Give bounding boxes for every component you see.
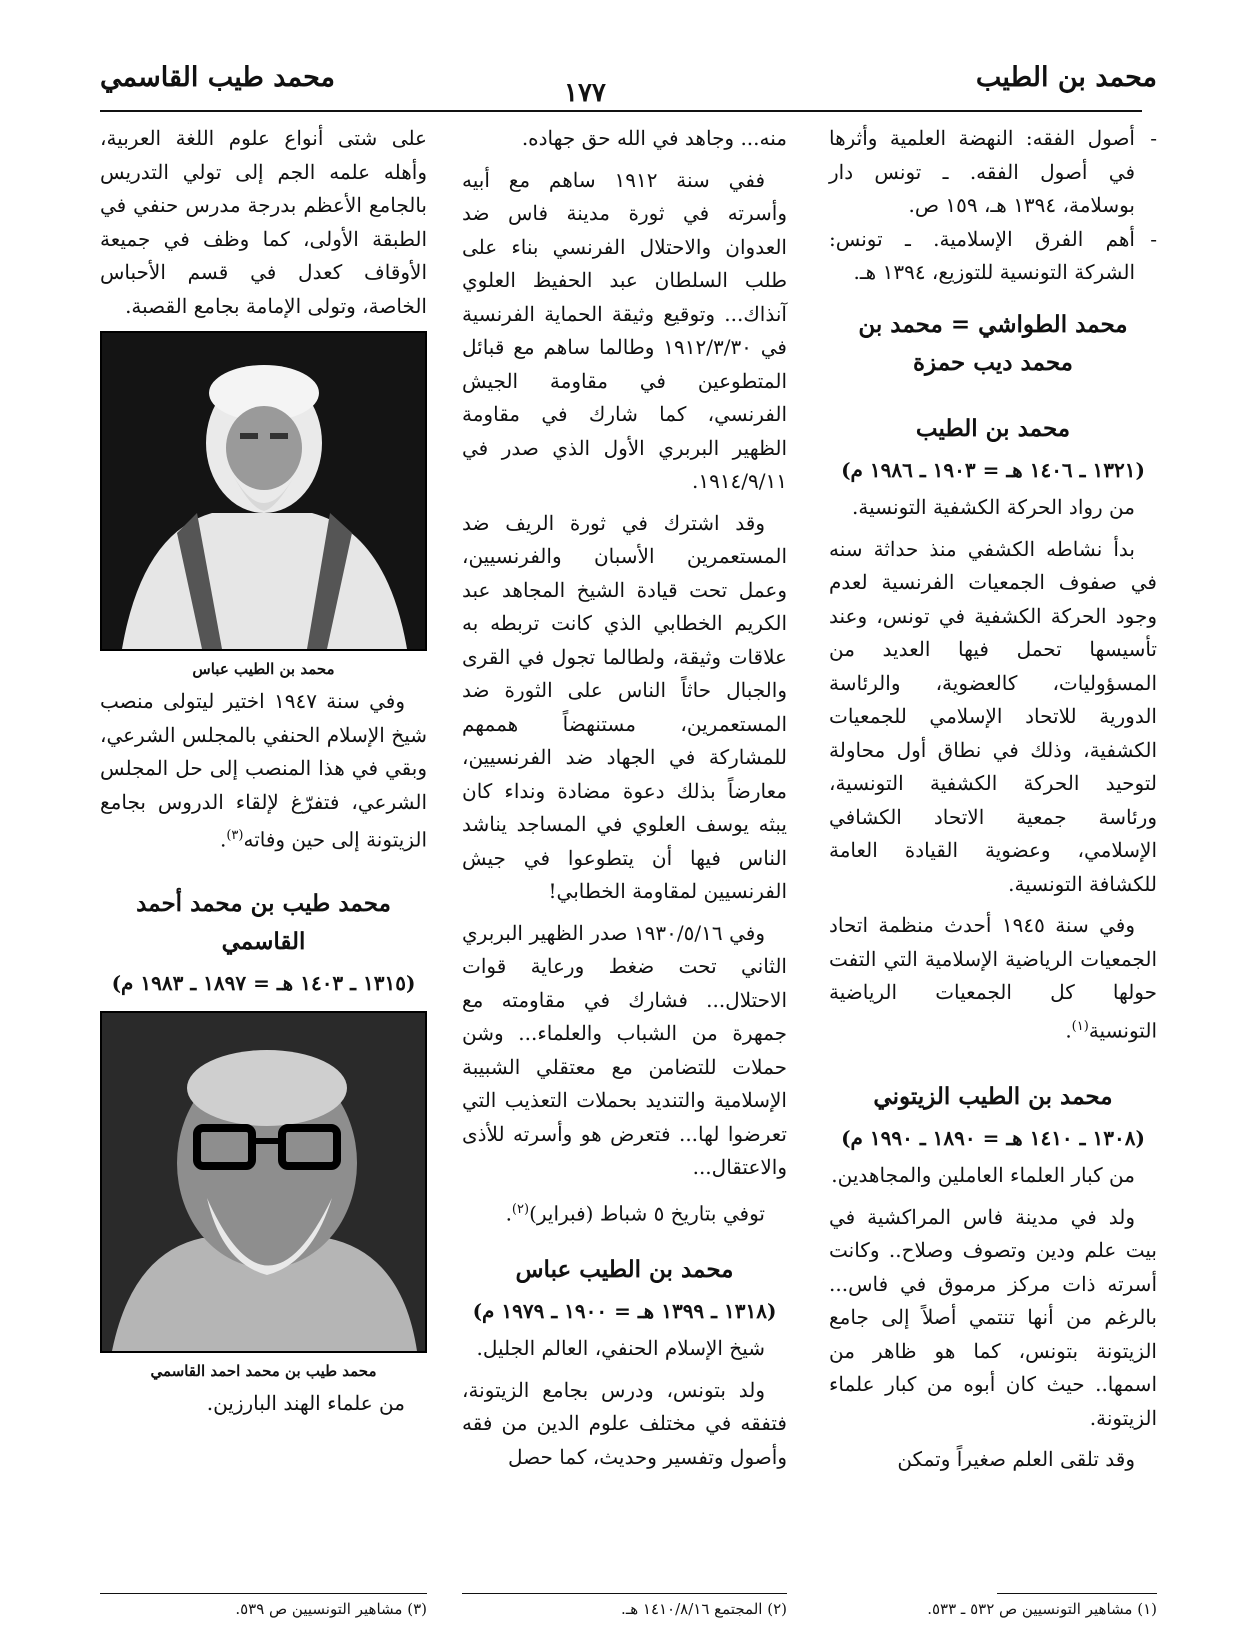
footnote: (٣) مشاهير التونسيين ص ٥٣٩. xyxy=(235,1600,427,1618)
footnote-rule xyxy=(462,1593,787,1594)
entry-title: محمد طيب بن محمد أحمد القاسمي xyxy=(136,890,391,956)
list-item: - أصول الفقه: النهضة العلمية وأثرها في أصول الفقه. ـ تونس دار بوسلامة، ١٣٩٤ هـ، ١٥٩ ص. xyxy=(829,122,1157,223)
paragraph: شيخ الإسلام الحنفي، العالم الجليل. xyxy=(476,1336,765,1361)
portrait-abbas-image xyxy=(102,333,425,649)
photo-caption: محمد بن الطيب عباس xyxy=(192,660,335,678)
paragraph: وفي سنة ١٩٤٥ أحدث منظمة اتحاد الجمعيات الرياضية الإسلامية التي التفت حولها كل الجمعيات الرياضية التونسية$^{(١)}$. xyxy=(829,913,1157,1043)
entry-dates: (١٣١٨ ـ ١٣٩٩ هـ = ١٩٠٠ ـ ١٩٧٩ م) xyxy=(472,1298,777,1323)
portrait-photo-qasmi xyxy=(100,1011,427,1353)
entry-title: محمد بن الطيب الزيتوني xyxy=(873,1082,1113,1110)
paragraph: على شتى أنواع علوم اللغة العربية، وأهله علمه الجم إلى تولي التدريس بالجامع الأعظم بدرجة مدرس حنفي في الطبقة الأولى، كما وظف في جميعة الأوقاف كعدل في قسم الأحباس الخاصة، وتولى الإمامة بجامع القصبة. xyxy=(100,126,427,318)
header-rule xyxy=(100,110,1142,112)
list-item: - أهم الفرق الإسلامية. ـ تونس: الشركة التونسية للتوزيع، ١٣٩٤ هـ. xyxy=(829,223,1157,290)
entry-dates: (١٣٢١ ـ ١٤٠٦ هـ = ١٩٠٣ ـ ١٩٨٦ م) xyxy=(841,457,1145,482)
footnote-rule xyxy=(100,1593,427,1594)
paragraph: ولد بتونس، ودرس بجامع الزيتونة، فتفقه في مختلف علوم الدين من فقه وأصول وتفسير وحديث، كما حصل xyxy=(462,1377,787,1469)
entry-dates: (١٣١٥ ـ ١٤٠٣ هـ = ١٨٩٧ ـ ١٩٨٣ م) xyxy=(111,971,416,996)
entry-title: محمد بن الطيب عباس xyxy=(515,1255,734,1283)
works-list xyxy=(829,122,1157,290)
column-right xyxy=(829,122,1157,1485)
paragraph-text: توفي بتاريخ ٥ شباط (فبراير) xyxy=(529,1201,765,1226)
paragraph: وفي سنة ١٩٤٧ اختير ليتولى منصب شيخ الإسلام الحنفي بالمجلس الشرعي، وبقي في هذا المنصب إلى حل المجلس الشرعي، فتفرّغ لإلقاء الدروس بجامع الزيتونة إلى حين وفاته$^{(٣)}$. xyxy=(100,689,427,852)
paragraph: بدأ نشاطه الكشفي منذ حداثة سنه في صفوف الجمعيات الفرنسية لعدم وجود الحركة الكشفية في تونس، وعند تأسيسها تحمل فيها العديد من المسؤوليات، كالعضوية، والرئاسة الدورية للاتحاد الإسلامي للجمعيات الكشفية، وذلك في نطاق أول محاولة لتوحيد الحركة الكشفية التونسية، ورئاسة جمعية الاتحاد الكشافي الإسلامي، وعضوية القيادة العامة للكشافة التونسية. xyxy=(829,536,1157,896)
footnote-ref: (٣) xyxy=(226,828,244,843)
paragraph: توفي بتاريخ ٥ شباط (فبراير)$^{(٢)}$. xyxy=(505,1201,765,1226)
paragraph: ولد في مدينة فاس المراكشية في بيت علم ودين وتصوف وصلاح.. وكانت أسرته ذات مركز مرموق في فاس... بالرغم من أنها تنتمي أصلاً إلى جامع الزيتونة بتونس، كما هو ظاهر من اسمها.. حيث كان أبوه من كبار علماء الزيتونة. xyxy=(829,1204,1157,1430)
paragraph-text: وفي سنة ١٩٤٥ أحدث منظمة اتحاد الجمعيات الرياضية الإسلامية التي التفت حولها كل الجمعيات الرياضية التونسية xyxy=(829,913,1157,1043)
running-header-left: محمد طيب القاسمي xyxy=(100,62,335,93)
page-number: ١٧٧ xyxy=(564,78,606,108)
photo-caption: محمد طيب بن محمد احمد القاسمي xyxy=(150,1361,377,1380)
footnote: (١) مشاهير التونسيين ص ٥٣٢ ـ ٥٣٣. xyxy=(927,1600,1157,1618)
paragraph: وقد اشترك في ثورة الريف ضد المستعمرين الأسبان والفرنسيين، وعمل تحت قيادة الشيخ المجاهد عبد الكريم الخطابي الذي كانت تربطه به علاقات وثيقة، ولطالما تجول في القرى والجبال حاثاً الناس على الثورة ضد المستعمرين، مستنهضاً هممهم للمشاركة في الجهاد ضد الفرنسيين، معارضاً بذلك دعوة مضادة ونداء كان يبثه يوسف العلوي في المساجد يناشد الناس فيها أن يتطوعوا في جيش الفرنسيين لمقاومة الخطابي! xyxy=(462,510,787,903)
column-middle xyxy=(462,122,787,1482)
portrait-qasmi-image xyxy=(102,1013,425,1351)
paragraph-text: وفي سنة ١٩٤٧ اختير ليتولى منصب شيخ الإسلام الحنفي بالمجلس الشرعي، وبقي في هذا المنصب إلى حل المجلس الشرعي، فتفرّغ لإلقاء الدروس بجامع الزيتونة إلى حين وفاته xyxy=(100,689,427,852)
paragraph: وقد تلقى العلم صغيراً وتمكن xyxy=(897,1447,1135,1472)
portrait-photo-abbas xyxy=(100,331,427,651)
paragraph: منه... وجاهد في الله حق جهاده. xyxy=(521,126,787,150)
footnote-ref: (٢) xyxy=(511,1201,530,1217)
entry-dates: (١٣٠٨ ـ ١٤١٠ هـ = ١٨٩٠ ـ ١٩٩٠ م) xyxy=(841,1125,1145,1150)
paragraph: ففي سنة ١٩١٢ ساهم مع أبيه وأسرته في ثورة مدينة فاس ضد العدوان والاحتلال الفرنسي بناء على طلب السلطان عبد الحفيظ العلوي آنذاك... وتوقيع وثيقة الحماية الفرنسية في ١٩١٢/٣/٣٠ وطالما ساهم مع قبائل المتطوعين في مقاومة الجيش الفرنسي، كما شارك في مقاومة الظهير البربري الأول الذي صدر في ١٩١٤/٩/١١. xyxy=(462,167,787,493)
running-header-right: محمد بن الطيب xyxy=(975,62,1157,93)
footnote-rule xyxy=(997,1593,1157,1594)
paragraph: من علماء الهند البارزين. xyxy=(206,1390,405,1415)
column-left xyxy=(100,122,427,1428)
cross-reference-heading: محمد الطواشي = محمد بن محمد ديب حمزة xyxy=(858,310,1128,376)
footnote: (٢) المجتمع ١٤١٠/٨/١٦ هـ. xyxy=(621,1600,787,1618)
footnote-ref: (١) xyxy=(1071,1018,1089,1034)
paragraph: من رواد الحركة الكشفية التونسية. xyxy=(852,495,1135,519)
paragraph: وفي ١٩٣٠/٥/١٦ صدر الظهير البربري الثاني تحت ضغط ورعاية قوات الاحتلال... فشارك في مقاومته مع جمهرة من الشباب والعلماء... وشن حملات للتضامن مع معتقلي الشبيبة الإسلامية والتنديد بحملات التعذيب التي تعرضوا لها... فتعرض هو وأسرته للأذى والاعتقال... xyxy=(462,920,787,1179)
entry-title: محمد بن الطيب xyxy=(915,414,1071,442)
paragraph: من كبار العلماء العاملين والمجاهدين. xyxy=(831,1163,1135,1188)
